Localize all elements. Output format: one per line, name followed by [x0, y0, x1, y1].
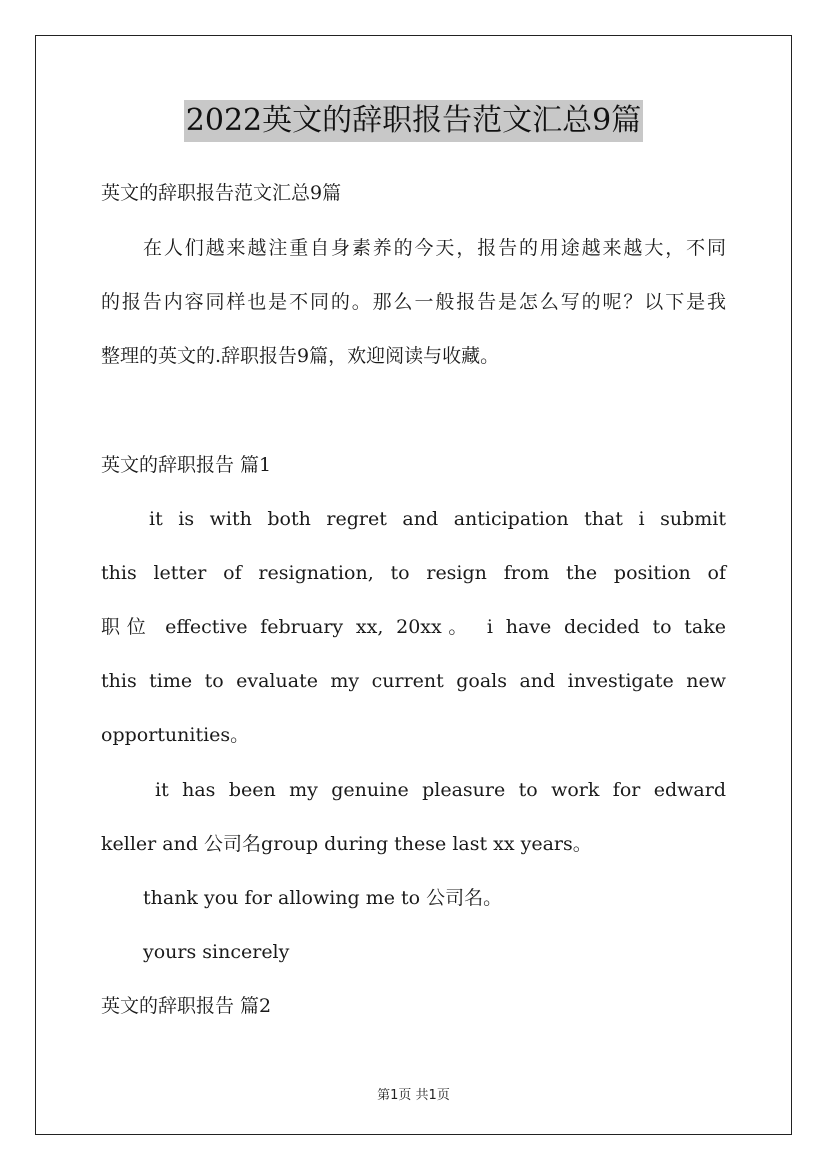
subtitle-line: 英文的辞职报告范文汇总9篇 — [101, 182, 342, 204]
letter-line-7: keller and 公司名group during these last xx years。 — [101, 833, 592, 855]
letter-line-2: this letter of resignation, to resign from the position of — [101, 562, 726, 584]
page-footer: 第1页 共1页 — [377, 1088, 450, 1103]
letter-line-4: this time to evaluate my current goals and investigate new — [101, 670, 726, 692]
letter-line-3: 职位 effective february xx, 20xx。 i have decided to take — [101, 616, 726, 638]
intro-line-1: 在人们越来越注重自身素养的今天，报告的用途越来越大，不同 — [143, 237, 726, 259]
letter-line-6: it has been my genuine pleasure to work for edward — [155, 779, 726, 801]
letter-line-8: thank you for allowing me to 公司名。 — [143, 887, 503, 909]
letter-line-1: it is with both regret and anticipation that i submit — [149, 508, 726, 530]
document-title: 2022英文的辞职报告范文汇总9篇 — [184, 100, 643, 142]
title-container — [0, 100, 827, 142]
letter-closing: yours sincerely — [143, 941, 290, 963]
section-heading-2: 英文的辞职报告 篇2 — [101, 995, 272, 1017]
intro-line-3: 整理的英文的.辞职报告9篇，欢迎阅读与收藏。 — [101, 345, 500, 367]
letter-line-5: opportunities。 — [101, 724, 250, 746]
intro-line-2: 的报告内容同样也是不同的。那么一般报告是怎么写的呢？以下是我 — [101, 291, 726, 313]
section-heading-1: 英文的辞职报告 篇1 — [101, 454, 272, 476]
